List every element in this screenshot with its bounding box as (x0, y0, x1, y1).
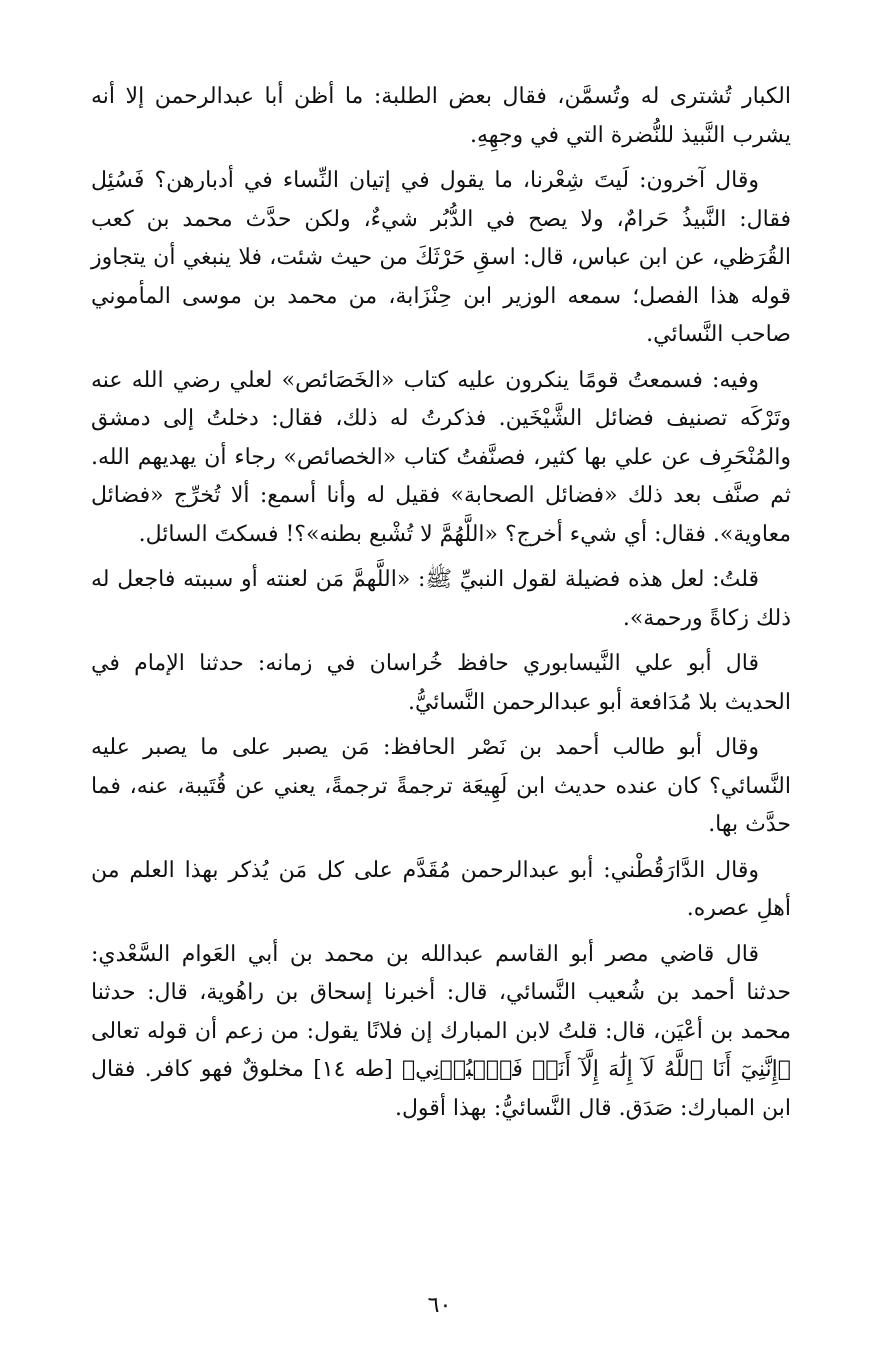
page-number: ٦٠ (427, 1293, 452, 1318)
paragraph-comment: قلتُ: لعل هذه فضيلة لقول النبيِّ ﷺ: «اللَّهمَّ مَن لعنته أو سببته فاجعل له ذلك زكاةً ورحمة». (91, 567, 791, 631)
paragraph-others-question: وقال آخرون: لَيتَ شِعْرنا، ما يقول في إتيان النِّساء في أدبارهن؟ فَسُئِل فقال: النَّبيذُ حَرامٌ، ولا يصح في الدُّبُر شيءٌ، ولكن حدَّث محمد بن كعب القُرَظي، عن ابن عباس، قال: اسقِ حَرْثَكَ من حيث شئت، فلا ينبغي أن يتجاوز قوله هذا الفصل؛ سمعه الوزير ابن حِنْزَابة، من محمد بن موسى المأموني صاحب النَّسائي. (91, 168, 791, 347)
paragraph-qadi-misr: قال قاضي مصر أبو القاسم عبدالله بن محمد بن أبي العَوام السَّعْدي: حدثنا أحمد بن شُعيب النَّسائي، قال: أخبرنا إسحاق بن راهُوية، قال: حدثنا محمد بن أعْيَن، قال: قلتُ لابن المبارك إن فلانًا يقول: من زعم أن قوله تعالى ﴿إِنَّنِيٓ أَنَا ٱللَّهُ لَآ إِلَٰهَ إِلَّآ أَنَا۠ فَٱعۡبُدۡنِي﴾ [طه ١٤] مخلوقٌ فهو كافر. فقال ابن المبارك: صَدَق. قال النَّسائيُّ: بهذا أقول. (91, 941, 791, 1121)
page-body-text (91, 78, 791, 1135)
paragraph-daraqutni: وقال الدَّارَقُطْني: أبو عبدالرحمن مُقَدَّم على كل مَن يُذكر بهذا العلم من أهلِ عصره. (91, 857, 791, 921)
paragraph-abu-talib: وقال أبو طالب أحمد بن نَصْر الحافظ: مَن يصبر على ما يصبر عليه النَّسائي؟ كان عنده حديث ابن لَهِيعَة ترجمةً ترجمةً، يعني عن قُتَيبة، عنه، فما حدَّث بها. (91, 735, 791, 837)
paragraph-continuation: الكبار تُشترى له وتُسمَّن، فقال بعض الطلبة: ما أظن أبا عبدالرحمن إلا أنه يشرب النَّبيذ للنُّضرة التي في وجهِهِ. (91, 84, 791, 148)
paragraph-abu-ali: قال أبو علي النَّيسابوري حافظ خُراسان في زمانه: حدثنا الإمام في الحديث بلا مُدَافعة أبو عبدالرحمن النَّسائيُّ. (91, 651, 791, 715)
paragraph-khasais: وفيه: فسمعتُ قومًا ينكرون عليه كتاب «الخَصَائص» لعلي رضي الله عنه وتَرْكَه تصنيف فضائل الشَّيْخَين. فذكرتُ له ذلك، فقال: دخلتُ إلى دمشق والمُنْحَرِف عن علي بها كثير، فصنَّفتُ كتاب «الخصائص» رجاء أن يهديهم الله. ثم صنَّف بعد ذلك «فضائل الصحابة» فقيل له وأنا أسمع: ألا تُخرِّج «فضائل معاوية». فقال: أي شيء أخرج؟ «اللَّهُمَّ لا تُشْبع بطنه»؟! فسكتَ السائل. (91, 367, 791, 547)
